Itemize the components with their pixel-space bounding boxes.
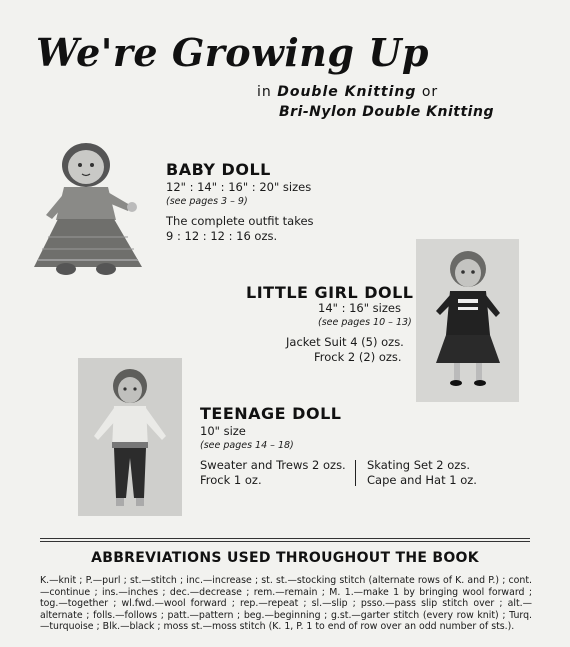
abbreviations-text: K.—knit ; P.—purl ; st.—stitch ; inc.—increase ; st. st.—stocking stitch (alternate rows of K. and P.) ; cont.—continue ; ins.—inches ; dec.—decrease ; rem.—remain ; M. 1.—make 1 by bringing wool forward ; tog.—together ; wl.fwd.—wool forward ; rep.—repeat ; sl.—slip ; psso.—pass slip stitch over ; alt.—alternate ; folls.—follows ; patt.—pattern ; beg.—beginning ; g.st.—garter stitch (every row knit) ; Turq.—turquoise ; Blk.—black ; moss st.—moss stitch (K. 1, P. 1 to end of row over an odd number of sts.). — [40, 575, 532, 633]
subtitle-line-2 — [279, 104, 494, 120]
teenage-doll-sweater: Sweater and Trews 2 ozs. — [200, 458, 346, 472]
baby-doll-pages: (see pages 3 – 9) — [166, 196, 248, 207]
little-girl-doll-frock: Frock 2 (2) ozs. — [314, 350, 402, 364]
little-girl-doll-jacket: Jacket Suit 4 (5) ozs. — [286, 335, 404, 349]
subtitle-yarn-1: Double Knitting — [277, 84, 417, 100]
baby-doll-outfit-1: The complete outfit takes — [166, 214, 314, 228]
baby-doll-photo — [16, 135, 150, 280]
subtitle-yarn-2: Bri-Nylon Double Knitting — [279, 104, 494, 120]
column-divider — [355, 460, 356, 486]
baby-doll-heading: BABY DOLL — [166, 160, 271, 179]
page-title: We're Growing Up — [36, 30, 429, 75]
teenage-doll-photo — [78, 358, 182, 516]
subtitle-prefix: in — [257, 84, 272, 100]
top-rule-2 — [40, 541, 530, 542]
little-girl-doll-pages: (see pages 10 – 13) — [318, 317, 412, 328]
subtitle-line-1 — [257, 84, 438, 100]
teenage-doll-pages: (see pages 14 – 18) — [200, 440, 294, 451]
teenage-doll-sizes: 10" size — [200, 424, 246, 438]
little-girl-doll-heading: LITTLE GIRL DOLL — [246, 283, 414, 302]
baby-doll-outfit-2: 9 : 12 : 12 : 16 ozs. — [166, 229, 278, 243]
subtitle-suffix: or — [421, 84, 439, 100]
teenage-doll-frock: Frock 1 oz. — [200, 473, 262, 487]
teenage-doll-skating: Skating Set 2 ozs. — [367, 458, 470, 472]
top-rule — [40, 538, 530, 539]
baby-doll-sizes: 12" : 14" : 16" : 20" sizes — [166, 180, 312, 194]
abbreviations-heading: ABBREVIATIONS USED THROUGHOUT THE BOOK — [91, 550, 479, 566]
little-girl-doll-sizes: 14" : 16" sizes — [318, 301, 401, 315]
teenage-doll-heading: TEENAGE DOLL — [200, 404, 342, 423]
little-girl-doll-photo — [416, 239, 519, 402]
teenage-doll-cape: Cape and Hat 1 oz. — [367, 473, 477, 487]
